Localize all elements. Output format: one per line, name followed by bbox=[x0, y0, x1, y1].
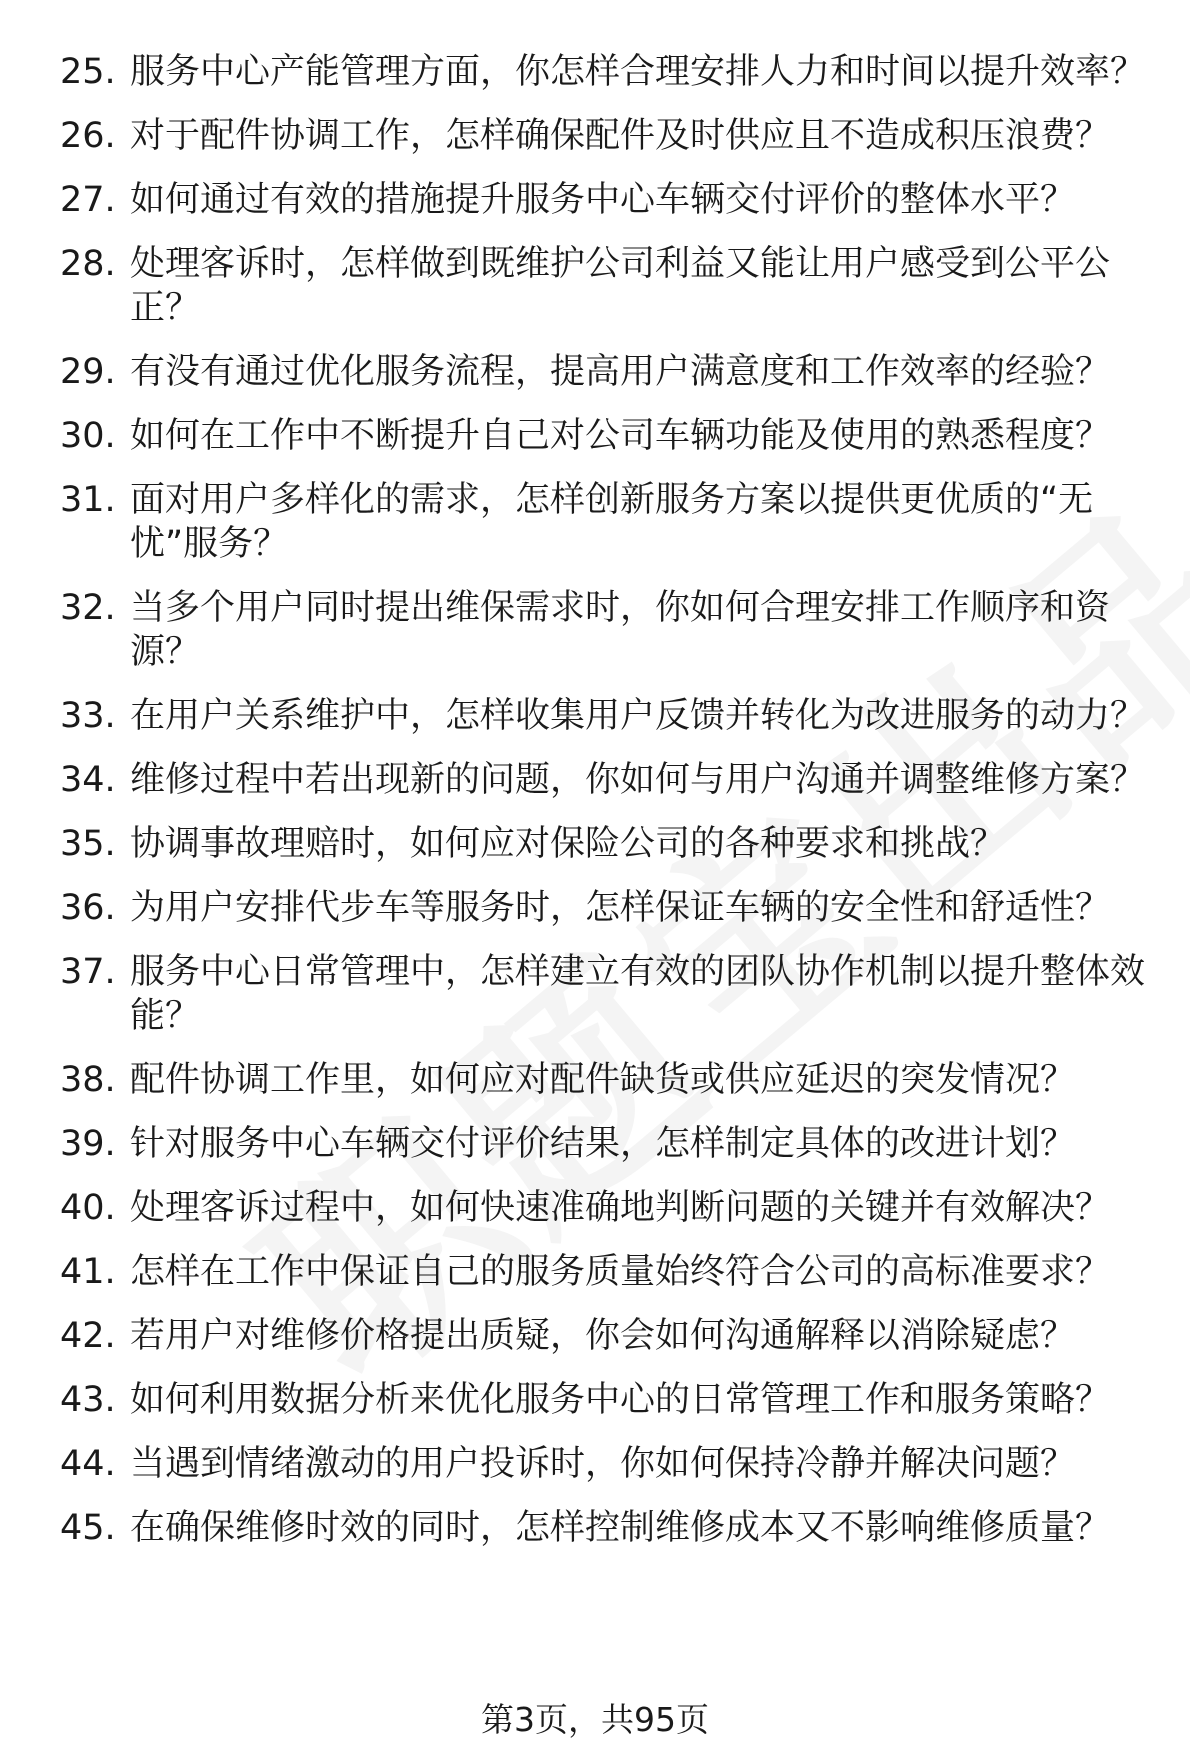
page-number-label: 第3页，共95页 bbox=[481, 1700, 709, 1739]
question-text: 若用户对维修价格提出质疑，你会如何沟通解释以消除疑虑？ bbox=[130, 1316, 1076, 1356]
question-number: 37. bbox=[60, 952, 116, 992]
question-text: 针对服务中心车辆交付评价结果，怎样制定具体的改进计划？ bbox=[130, 1124, 1076, 1164]
question-text: 当遇到情绪激动的用户投诉时，你如何保持冷静并解决问题？ bbox=[130, 1444, 1076, 1484]
question-number: 33. bbox=[60, 696, 116, 736]
question-item bbox=[60, 242, 1160, 330]
question-number: 32. bbox=[60, 588, 116, 628]
question-text: 如何在工作中不断提升自己对公司车辆功能及使用的熟悉程度？ bbox=[130, 416, 1111, 456]
question-item bbox=[60, 114, 1160, 158]
question-number: 45. bbox=[60, 1508, 116, 1548]
question-text: 为用户安排代步车等服务时，怎样保证车辆的安全性和舒适性？ bbox=[130, 888, 1111, 928]
question-number: 30. bbox=[60, 416, 116, 456]
question-item bbox=[60, 1442, 1160, 1486]
question-item bbox=[60, 1186, 1160, 1230]
question-number: 35. bbox=[60, 824, 116, 864]
question-item bbox=[60, 1122, 1160, 1166]
question-item bbox=[60, 586, 1160, 674]
question-number: 29. bbox=[60, 352, 116, 392]
question-number: 40. bbox=[60, 1188, 116, 1228]
page-footer bbox=[0, 1698, 1190, 1742]
question-text: 配件协调工作里，如何应对配件缺货或供应延迟的突发情况？ bbox=[130, 1060, 1076, 1100]
question-number: 25. bbox=[60, 52, 116, 92]
question-number: 44. bbox=[60, 1444, 116, 1484]
question-number: 38. bbox=[60, 1060, 116, 1100]
question-text: 服务中心产能管理方面，你怎样合理安排人力和时间以提升效率？ bbox=[130, 52, 1146, 92]
question-text: 在确保维修时效的同时，怎样控制维修成本又不影响维修质量？ bbox=[130, 1508, 1111, 1548]
question-number: 36. bbox=[60, 888, 116, 928]
question-text: 处理客诉时，怎样做到既维护公司利益又能让用户感受到公平公正？ bbox=[130, 244, 1111, 328]
question-number: 39. bbox=[60, 1124, 116, 1164]
question-number: 41. bbox=[60, 1252, 116, 1292]
question-item bbox=[60, 1058, 1160, 1102]
question-text: 面对用户多样化的需求，怎样创新服务方案以提供更优质的“无忧”服务？ bbox=[130, 480, 1094, 564]
question-item bbox=[60, 1506, 1160, 1550]
question-text: 怎样在工作中保证自己的服务质量始终符合公司的高标准要求？ bbox=[130, 1252, 1111, 1292]
question-text: 对于配件协调工作，怎样确保配件及时供应且不造成积压浪费？ bbox=[130, 116, 1111, 156]
question-number: 27. bbox=[60, 180, 116, 220]
question-item bbox=[60, 1378, 1160, 1422]
question-text: 处理客诉过程中，如何快速准确地判断问题的关键并有效解决？ bbox=[130, 1188, 1111, 1228]
question-item bbox=[60, 758, 1160, 802]
question-number: 26. bbox=[60, 116, 116, 156]
question-item bbox=[60, 950, 1160, 1038]
question-text: 在用户关系维护中，怎样收集用户反馈并转化为改进服务的动力？ bbox=[130, 696, 1146, 736]
question-item bbox=[60, 1314, 1160, 1358]
question-number: 43. bbox=[60, 1380, 116, 1420]
question-text: 如何通过有效的措施提升服务中心车辆交付评价的整体水平？ bbox=[130, 180, 1076, 220]
question-item bbox=[60, 178, 1160, 222]
question-item bbox=[60, 350, 1160, 394]
question-text: 服务中心日常管理中，怎样建立有效的团队协作机制以提升整体效能？ bbox=[130, 952, 1146, 1036]
question-item bbox=[60, 886, 1160, 930]
question-text: 有没有通过优化服务流程，提高用户满意度和工作效率的经验？ bbox=[130, 352, 1111, 392]
question-list bbox=[60, 50, 1160, 1570]
question-item bbox=[60, 414, 1160, 458]
question-text: 协调事故理赔时，如何应对保险公司的各种要求和挑战？ bbox=[130, 824, 1006, 864]
question-item bbox=[60, 478, 1160, 566]
question-number: 31. bbox=[60, 480, 116, 520]
question-text: 维修过程中若出现新的问题，你如何与用户沟通并调整维修方案？ bbox=[130, 760, 1146, 800]
question-item bbox=[60, 1250, 1160, 1294]
question-number: 42. bbox=[60, 1316, 116, 1356]
question-item bbox=[60, 822, 1160, 866]
question-text: 当多个用户同时提出维保需求时，你如何合理安排工作顺序和资源？ bbox=[130, 588, 1111, 672]
question-item bbox=[60, 50, 1160, 94]
question-text: 如何利用数据分析来优化服务中心的日常管理工作和服务策略？ bbox=[130, 1380, 1111, 1420]
question-item bbox=[60, 694, 1160, 738]
question-number: 34. bbox=[60, 760, 116, 800]
question-number: 28. bbox=[60, 244, 116, 284]
